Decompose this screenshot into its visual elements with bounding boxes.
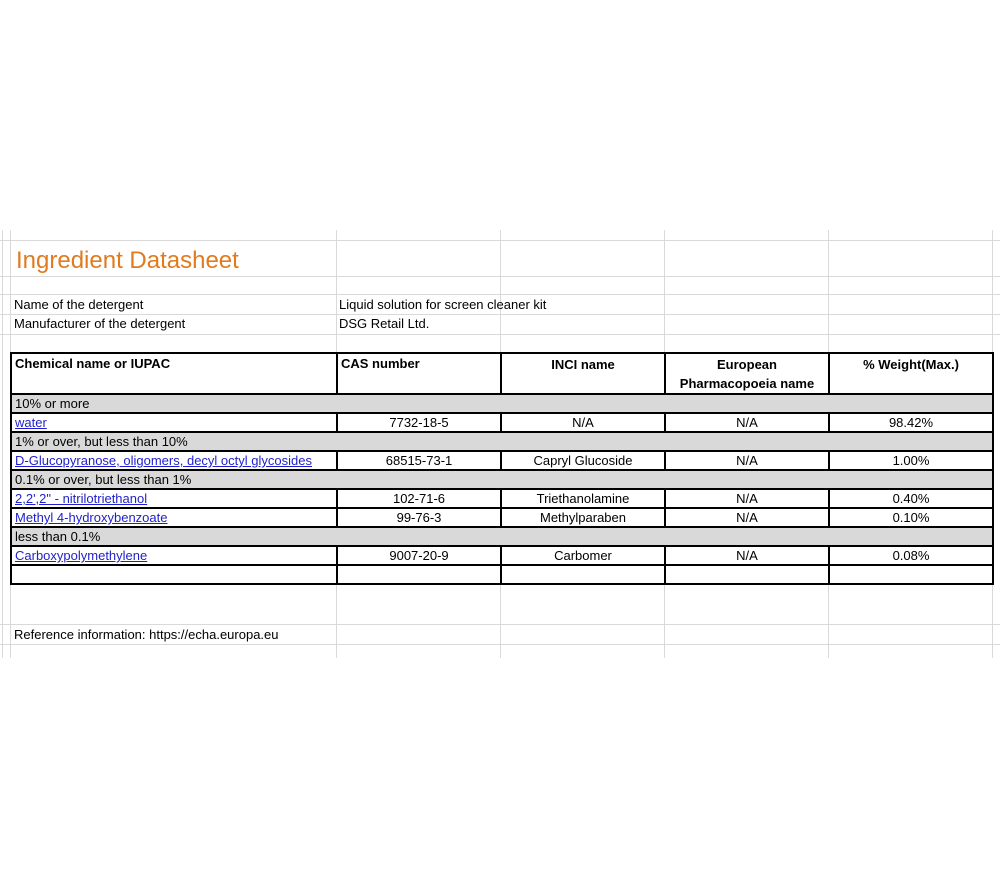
gridline xyxy=(0,644,1000,645)
header-chemical: Chemical name or IUPAC xyxy=(11,353,337,394)
group-label: 10% or more xyxy=(11,394,993,413)
pharma-cell: N/A xyxy=(665,489,829,508)
cas-cell: 99-76-3 xyxy=(337,508,501,527)
inci-cell: Triethanolamine xyxy=(501,489,665,508)
page-title: Ingredient Datasheet xyxy=(16,247,239,274)
pharma-cell: N/A xyxy=(665,451,829,470)
cas-cell: 102-71-6 xyxy=(337,489,501,508)
group-row xyxy=(11,527,993,546)
weight-cell: 0.08% xyxy=(829,546,993,565)
weight-cell: 98.42% xyxy=(829,413,993,432)
pharma-cell: N/A xyxy=(665,508,829,527)
inci-cell: Methylparaben xyxy=(501,508,665,527)
spreadsheet-area xyxy=(0,230,1000,658)
gridline xyxy=(0,240,1000,241)
group-label: less than 0.1% xyxy=(11,527,993,546)
gridline xyxy=(0,624,1000,625)
gridline xyxy=(0,294,1000,295)
chemical-link[interactable]: water xyxy=(15,415,47,430)
weight-cell: 0.40% xyxy=(829,489,993,508)
table-row xyxy=(11,489,993,508)
inci-cell: Carbomer xyxy=(501,546,665,565)
table-row xyxy=(11,508,993,527)
reference-info: Reference information: https://echa.europa.eu xyxy=(14,627,279,642)
pharma-cell: N/A xyxy=(665,546,829,565)
empty-cell[interactable] xyxy=(11,565,337,584)
group-label: 1% or over, but less than 10% xyxy=(11,432,993,451)
cas-cell: 9007-20-9 xyxy=(337,546,501,565)
weight-cell: 0.10% xyxy=(829,508,993,527)
table-header-row xyxy=(11,353,993,394)
chemical-link[interactable]: Methyl 4-hydroxybenzoate xyxy=(15,510,168,525)
weight-cell: 1.00% xyxy=(829,451,993,470)
header-pharma: European Pharmacopoeia name xyxy=(665,353,829,394)
chemical-link[interactable]: Carboxypolymethylene xyxy=(15,548,148,563)
inci-cell: N/A xyxy=(501,413,665,432)
ingredient-table xyxy=(10,352,994,585)
cas-cell: 68515-73-1 xyxy=(337,451,501,470)
group-row xyxy=(11,432,993,451)
empty-row xyxy=(11,565,993,584)
cas-cell: 7732-18-5 xyxy=(337,413,501,432)
empty-cell[interactable] xyxy=(501,565,665,584)
chemical-link[interactable]: 2,2',2" - nitrilotriethanol xyxy=(15,491,148,506)
empty-cell[interactable] xyxy=(665,565,829,584)
info-value-name: Liquid solution for screen cleaner kit xyxy=(339,297,547,312)
inci-cell: Capryl Glucoside xyxy=(501,451,665,470)
table-row xyxy=(11,451,993,470)
gridline xyxy=(0,334,1000,335)
empty-cell[interactable] xyxy=(337,565,501,584)
group-row xyxy=(11,394,993,413)
header-weight: % Weight(Max.) xyxy=(829,353,993,394)
header-cas: CAS number xyxy=(337,353,501,394)
header-inci: INCI name xyxy=(501,353,665,394)
info-label-name: Name of the detergent xyxy=(14,297,144,312)
table-row xyxy=(11,413,993,432)
gridline xyxy=(0,276,1000,277)
pharma-cell: N/A xyxy=(665,413,829,432)
group-row xyxy=(11,470,993,489)
group-label: 0.1% or over, but less than 1% xyxy=(11,470,993,489)
empty-cell[interactable] xyxy=(829,565,993,584)
chemical-link[interactable]: D-Glucopyranose, oligomers, decyl octyl glycosides xyxy=(15,453,312,468)
info-value-manufacturer: DSG Retail Ltd. xyxy=(339,316,430,331)
table-row xyxy=(11,546,993,565)
info-label-manufacturer: Manufacturer of the detergent xyxy=(14,316,186,331)
